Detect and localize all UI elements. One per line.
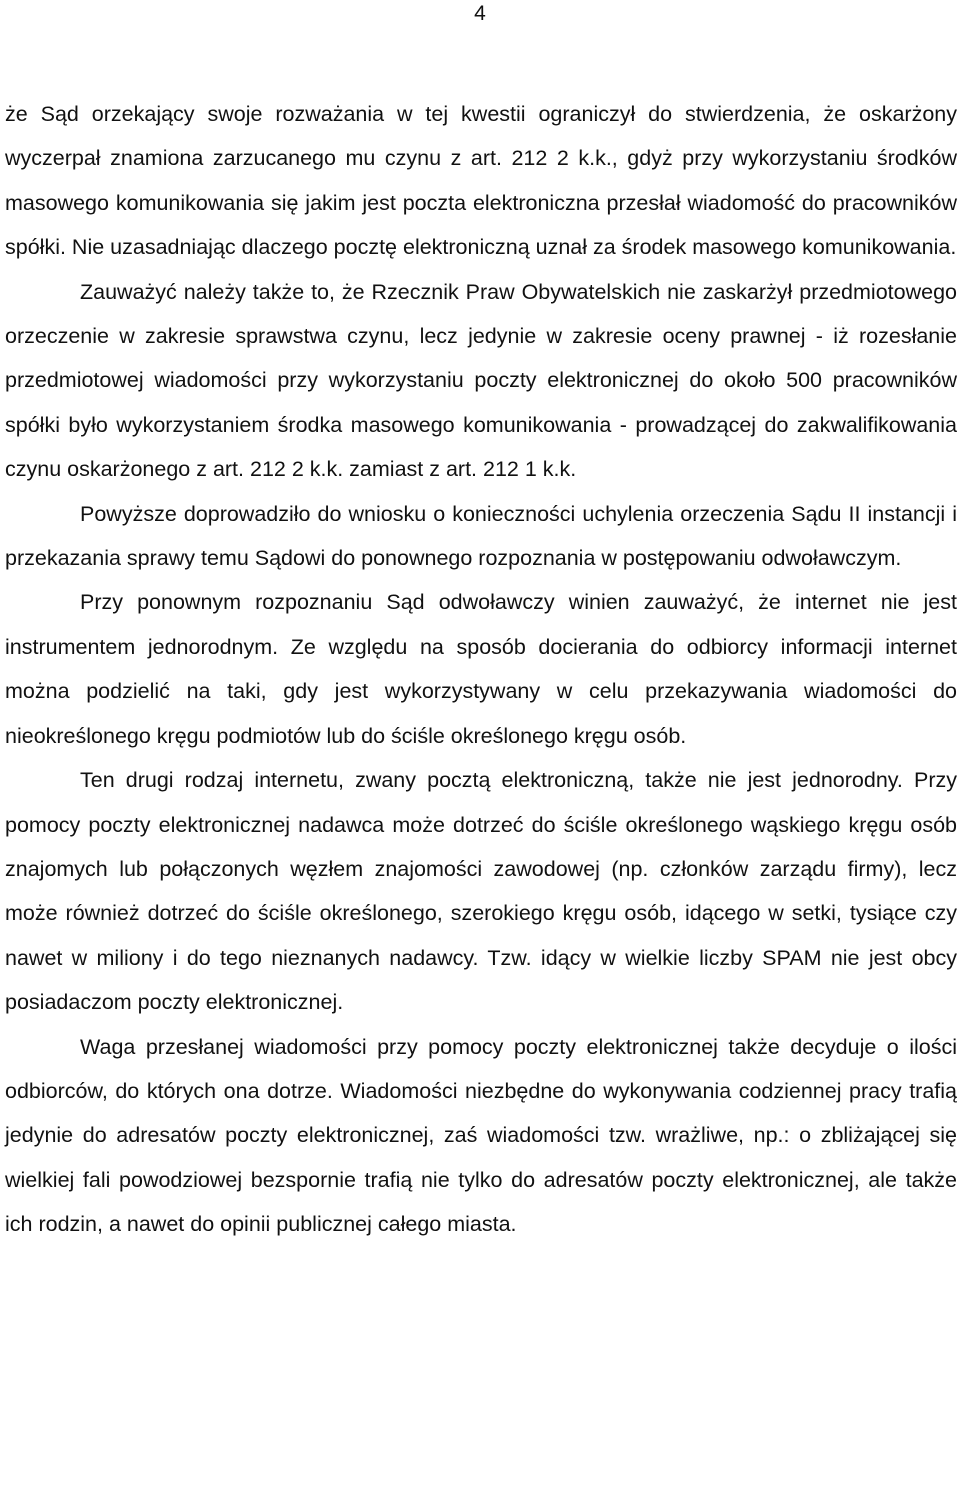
paragraph-rpo-appeal-scope: Zauważyć należy także to, że Rzecznik Praw Obywatelskich nie zaskarżył przedmiotowego orzeczenie w zakresie sprawstwa czynu, lecz jedynie w zakresie oceny prawnej - iż rozesłanie przedmiotowej wiadomości przy wykorzystaniu poczty elektronicznej do około 500 pracowników spółki było wykorzystaniem środka masowego komunikowania - prowadzącej do zakwalifikowania czynu oskarżonego z art. 212 2 k.k. zamiast z art. 212 1 k.k.	[5, 279, 957, 482]
paragraph-message-weight: Waga przesłanej wiadomości przy pomocy poczty elektronicznej także decyduje o ilości odbiorców, do których ona dotrze. Wiadomości niezbędne do wykonywania codziennej pracy trafią jedynie do adresatów poczty elektronicznej, zaś wiadomości tzw. wrażliwe, np.: o zbliżającej się wielkiej fali powodziowej bezspornie trafią nie tylko do adresatów poczty elektronicznej, ale także ich rodzin, a nawet do opinii publicznej całego miasta.	[5, 1034, 957, 1237]
paragraph-email-not-uniform: Ten drugi rodzaj internetu, zwany pocztą elektroniczną, także nie jest jednorodny. Przy pomocy poczty elektronicznej nadawca może dotrzeć do ściśle określonego wąskiego kręgu osób znajomych lub połączonych węzłem znajomości zawodowej (np. członków zarządu firmy), lecz może również dotrzeć do ściśle określonego, szerokiego kręgu osób, idącego w setki, tysiące czy nawet w miliony i do tego nieznanych nadawcy. Tzw. idący w wielkie liczby SPAM nie jest obcy posiadaczom poczty elektronicznej.	[5, 768, 957, 1015]
page-number: 4	[474, 2, 486, 25]
paragraph-internet-not-uniform: Przy ponownym rozpoznaniu Sąd odwoławczy winien zauważyć, że internet nie jest instrumentem jednorodnym. Ze względu na sposób docierania do odbiorcy informacji internet można podzielić na taki, gdy jest wykorzystywany w celu przekazywania wiadomości do nieokreślonego kręgu podmiotów lub do ściśle określonego kręgu osób.	[5, 590, 957, 748]
paragraph-continuation: że Sąd orzekający swoje rozważania w tej kwestii ograniczył do stwierdzenia, że oskarżony wyczerpał znamiona zarzucanego mu czynu z art. 212 2 k.k., gdyż przy wykorzystaniu środków masowego komunikowania się jakim jest poczta elektroniczna przesłał wiadomość do pracowników spółki. Nie uzasadniając dlaczego pocztę elektroniczną uznał za środek masowego komunikowania.	[5, 102, 957, 260]
paragraph-conclusion: Powyższe doprowadziło do wniosku o konieczności uchylenia orzeczenia Sądu II instancji i przekazania sprawy temu Sądowi do ponownego rozpoznania w postępowaniu odwoławczym.	[5, 501, 957, 571]
document-body	[5, 92, 957, 1247]
